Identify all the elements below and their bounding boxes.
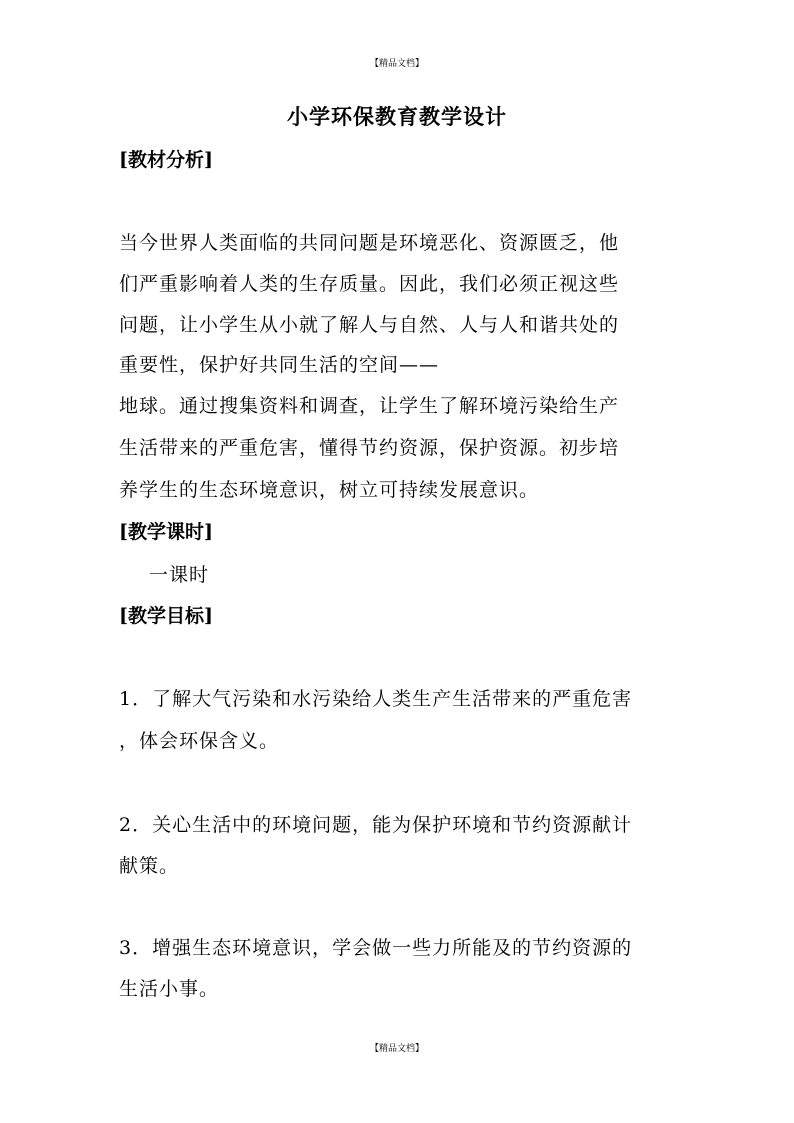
section-heading-analysis: [教材分析] (119, 149, 213, 171)
goal-line: 1．了解大气污染和水污染给人类生产生活带来的严重危害 (119, 688, 633, 710)
paragraph-line: 生活带来的严重危害，懂得节约资源，保护资源。初步培 (119, 437, 620, 459)
hours-text: 一课时 (149, 564, 210, 586)
goal-line: ，体会环保含义。 (119, 730, 280, 752)
paragraph-line: 们严重影响着人类的生存质量。因此，我们必须正视这些 (119, 273, 620, 295)
paragraph-line: 问题，让小学生从小就了解人与自然、人与人和谐共处的 (119, 314, 620, 336)
paragraph-line: 重要性，保护好共同生活的空间—— (119, 354, 440, 376)
document-title: 小学环保教育教学设计 (287, 104, 507, 129)
goal-line: 生活小事。 (119, 978, 220, 1000)
page-footer: 【精品文档】 (369, 1044, 424, 1054)
goal-line: 3．增强生态环境意识，学会做一些力所能及的节约资源的 (119, 937, 633, 959)
section-heading-hours: [教学课时] (119, 521, 213, 543)
paragraph-line: 地球。通过搜集资料和调查，让学生了解环境污染给生产 (119, 395, 620, 417)
paragraph-line: 当今世界人类面临的共同问题是环境恶化、资源匮乏，他 (119, 232, 620, 254)
goal-line: 献策。 (119, 855, 180, 877)
page-header: 【精品文档】 (369, 59, 424, 69)
section-heading-goals: [教学目标] (119, 605, 213, 627)
paragraph-line: 养学生的生态环境意识，树立可持续发展意识。 (119, 479, 540, 501)
goal-line: 2．关心生活中的环境问题，能为保护环境和节约资源献计 (119, 814, 633, 836)
